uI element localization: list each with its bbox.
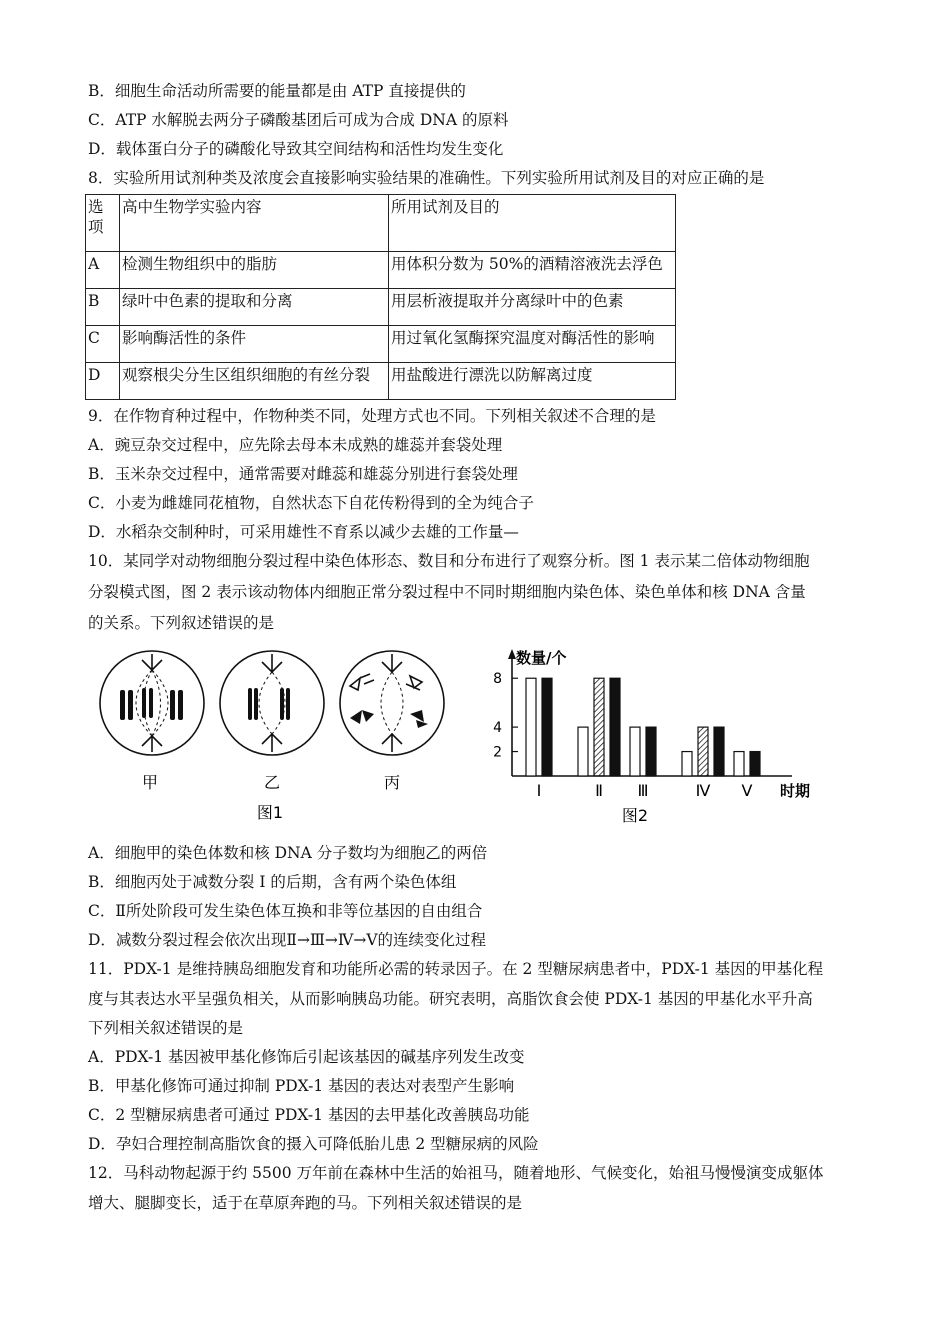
experiment-table xyxy=(85,194,676,400)
figure-1-caption: 图1 xyxy=(256,803,284,822)
y-tick-label: 4 xyxy=(493,720,502,737)
bar-white xyxy=(526,678,536,776)
question-10-stem: 的关系。下列叙述错误的是 xyxy=(88,614,275,632)
bar-black xyxy=(646,727,656,776)
cell-label: 乙 xyxy=(263,773,281,792)
x-tick-label: Ⅴ xyxy=(741,781,753,800)
bar-black xyxy=(714,727,724,776)
table-cell: 用体积分数为 50%的酒精溶液洗去浮色 xyxy=(389,252,676,289)
figure-1-cell-diagrams xyxy=(90,648,450,828)
question-11-stem: 度与其表达水平呈强负相关，从而影响胰岛功能。研究表明，高脂饮食会使 PDX-1 基因的甲基化水平升高 xyxy=(88,990,813,1008)
table-cell: C xyxy=(86,326,120,363)
table-header-cell: 选项 xyxy=(86,195,120,252)
bar-white xyxy=(630,727,640,776)
bar-black xyxy=(610,678,620,776)
table-row xyxy=(86,326,676,363)
question-11-stem: 下列相关叙述错误的是 xyxy=(88,1019,244,1037)
option-line: D．水稻杂交制种时，可采用雄性不育系以减少去雄的工作量— xyxy=(88,523,519,541)
question-10-stem: 分裂模式图，图 2 表示该动物体内细胞正常分裂过程中不同时期细胞内染色体、染色单体和核 DNA 含量 xyxy=(88,583,806,601)
question-12-stem: 12．马科动物起源于约 5500 万年前在森林中生活的始祖马，随着地形、气候变化，始祖马慢慢演变成躯体 xyxy=(88,1164,824,1182)
cell-label: 甲 xyxy=(141,773,159,792)
table-cell: 用盐酸进行漂洗以防解离过度 xyxy=(389,363,676,400)
table-cell: A xyxy=(86,252,120,289)
table-cell: 观察根尖分生区组织细胞的有丝分裂 xyxy=(120,363,389,400)
option-line: C．小麦为雌雄同花植物，自然状态下自花传粉得到的全为纯合子 xyxy=(88,494,534,512)
table-cell: 检测生物组织中的脂肪 xyxy=(120,252,389,289)
x-axis-label: 时期 xyxy=(780,782,811,800)
cell-bing-diagram xyxy=(340,651,444,755)
question-9-stem: 9．在作物育种过程中，作物种类不同，处理方式也不同。下列相关叙述不合理的是 xyxy=(88,407,656,425)
table-header-cell: 所用试剂及目的 xyxy=(389,195,676,252)
option-line: C．2 型糖尿病患者可通过 PDX-1 基因的去甲基化改善胰岛功能 xyxy=(88,1106,530,1124)
table-cell: 绿叶中色素的提取和分离 xyxy=(120,289,389,326)
x-tick-label: Ⅰ xyxy=(536,781,542,800)
table-row xyxy=(86,289,676,326)
table-cell: B xyxy=(86,289,120,326)
x-tick-label: Ⅲ xyxy=(637,781,649,800)
table-header-cell: 高中生物学实验内容 xyxy=(120,195,389,252)
bar-hatched xyxy=(698,727,708,776)
bar-white xyxy=(682,752,692,776)
table-row xyxy=(86,363,676,400)
question-12-stem: 增大、腿脚变长，适于在草原奔跑的马。下列相关叙述错误的是 xyxy=(88,1194,523,1212)
question-8-stem: 8．实验所用试剂种类及浓度会直接影响实验结果的准确性。下列实验所用试剂及目的对应正确的是 xyxy=(88,169,765,187)
x-tick-label: Ⅳ xyxy=(695,781,711,800)
bar-black xyxy=(542,678,552,776)
bar-white xyxy=(578,727,588,776)
option-line: B．甲基化修饰可通过抑制 PDX-1 基因的表达对表型产生影响 xyxy=(88,1077,515,1095)
option-line: A．细胞甲的染色体数和核 DNA 分子数均为细胞乙的两倍 xyxy=(88,844,488,862)
y-axis-label: 数量/个 xyxy=(516,649,567,667)
y-axis-arrow xyxy=(508,649,516,659)
y-tick-label: 2 xyxy=(493,744,502,761)
option-line: D．孕妇合理控制高脂饮食的摄入可降低胎儿患 2 型糖尿病的风险 xyxy=(88,1135,539,1153)
bar-black xyxy=(750,752,760,776)
y-tick-label: 8 xyxy=(493,671,502,688)
question-11-stem: 11．PDX-1 是维持胰岛细胞发育和功能所必需的转录因子。在 2 型糖尿病患者中，PDX-1 基因的甲基化程 xyxy=(88,960,824,978)
table-cell: 用过氧化氢酶探究温度对酶活性的影响 xyxy=(389,326,676,363)
table-cell: 用层析液提取并分离绿叶中的色素 xyxy=(389,289,676,326)
table-cell: D xyxy=(86,363,120,400)
figure-2-caption: 图2 xyxy=(621,806,649,825)
bar-hatched xyxy=(594,678,604,776)
option-line: D．载体蛋白分子的磷酸化导致其空间结构和活性均发生变化 xyxy=(88,140,504,158)
table-header-row xyxy=(86,195,676,252)
option-line: A．PDX-1 基因被甲基化修饰后引起该基因的碱基序列发生改变 xyxy=(88,1048,525,1066)
question-10-stem: 10．某同学对动物细胞分裂过程中染色体形态、数目和分布进行了观察分析。图 1 表示某二倍体动物细胞 xyxy=(88,552,810,570)
option-line: C．ATP 水解脱去两分子磷酸基团后可成为合成 DNA 的原料 xyxy=(88,111,509,129)
option-line: D．减数分裂过程会依次出现Ⅱ→Ⅲ→Ⅳ→Ⅴ的连续变化过程 xyxy=(88,931,487,949)
bar-white xyxy=(734,752,744,776)
option-line: B．细胞丙处于减数分裂 I 的后期，含有两个染色体组 xyxy=(88,873,457,891)
figure-2-bar-chart xyxy=(480,645,820,830)
cell-jia-diagram xyxy=(100,651,204,755)
x-tick-label: Ⅱ xyxy=(595,781,603,800)
option-line: C．Ⅱ所处阶段可发生染色体互换和非等位基因的自由组合 xyxy=(88,902,483,920)
table-cell: 影响酶活性的条件 xyxy=(120,326,389,363)
cell-yi-diagram xyxy=(220,651,324,755)
table-row xyxy=(86,252,676,289)
option-line: B．玉米杂交过程中，通常需要对雌蕊和雄蕊分别进行套袋处理 xyxy=(88,465,518,483)
cell-label: 丙 xyxy=(383,773,401,792)
option-line: A．豌豆杂交过程中，应先除去母本未成熟的雄蕊并套袋处理 xyxy=(88,436,503,454)
option-line: B．细胞生命活动所需要的能量都是由 ATP 直接提供的 xyxy=(88,82,466,100)
